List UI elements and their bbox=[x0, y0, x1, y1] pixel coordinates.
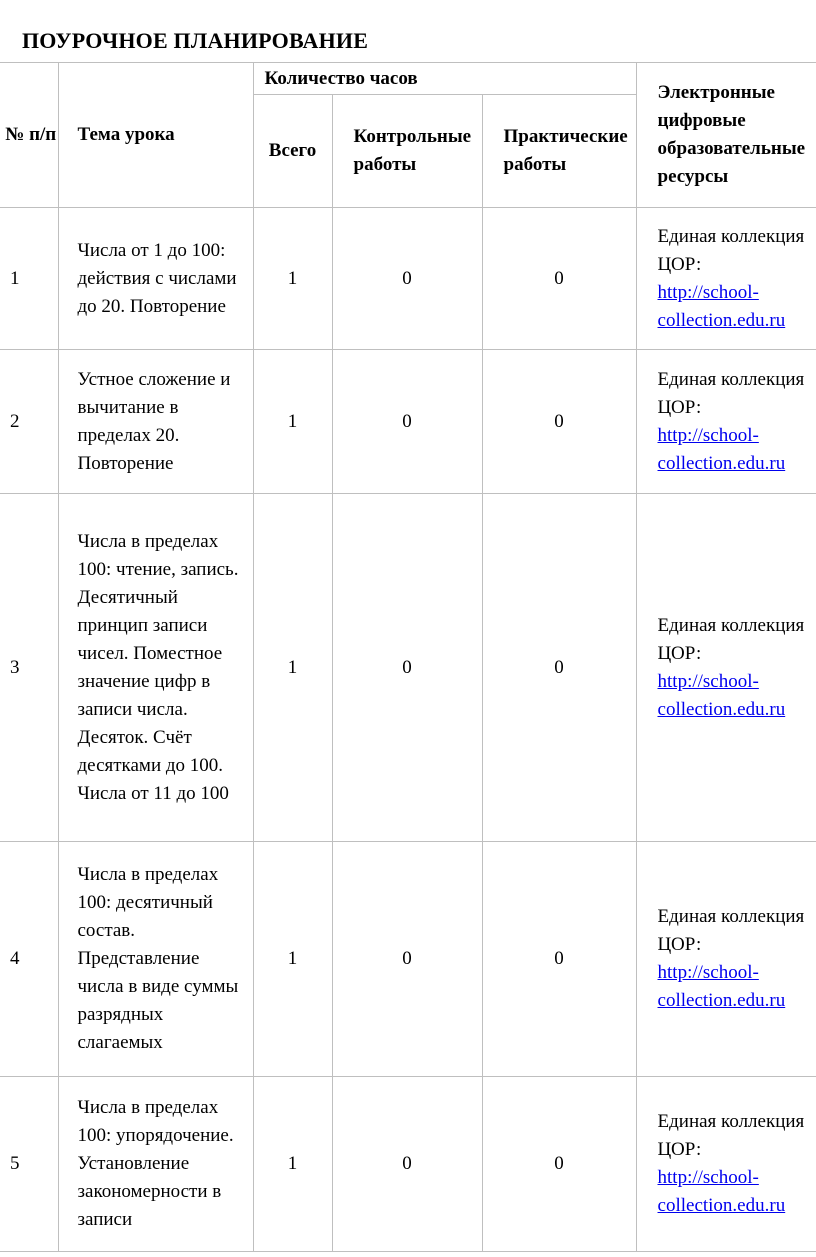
row-total: 1 bbox=[253, 350, 332, 494]
row-practical: 0 bbox=[482, 1077, 636, 1252]
row-total: 1 bbox=[253, 494, 332, 842]
row-total: 1 bbox=[253, 842, 332, 1077]
resource-link[interactable]: http://school-collection.edu.ru bbox=[657, 670, 786, 720]
row-control: 0 bbox=[332, 350, 482, 494]
resource-text: Единая коллекция ЦОР: bbox=[657, 614, 805, 664]
row-resource bbox=[636, 842, 816, 1077]
table-row bbox=[0, 494, 816, 842]
row-number: 4 bbox=[0, 842, 58, 1077]
row-practical: 0 bbox=[482, 350, 636, 494]
page-title: ПОУРОЧНОЕ ПЛАНИРОВАНИЕ bbox=[22, 28, 369, 53]
header-practical: Практические работы bbox=[482, 95, 636, 208]
resource-link[interactable]: http://school-collection.edu.ru bbox=[657, 424, 786, 474]
resource-text: Единая коллекция ЦОР: bbox=[657, 225, 805, 275]
row-control: 0 bbox=[332, 842, 482, 1077]
row-topic: Числа в пределах 100: упорядочение. Установление закономерности в записи bbox=[58, 1077, 253, 1252]
row-total: 1 bbox=[253, 1077, 332, 1252]
row-resource bbox=[636, 350, 816, 494]
resource-text: Единая коллекция ЦОР: bbox=[657, 1111, 805, 1160]
header-hours: Количество часов bbox=[253, 63, 636, 95]
header-row-top bbox=[0, 63, 816, 95]
row-control: 0 bbox=[332, 208, 482, 350]
row-total: 1 bbox=[253, 208, 332, 350]
row-topic: Числа в пределах 100: десятичный состав. Представление числа в виде суммы разрядных слагаемых bbox=[58, 842, 253, 1077]
resource-link[interactable]: http://school-collection.edu.ru bbox=[657, 1167, 786, 1216]
header-number: № п/п bbox=[0, 63, 58, 208]
row-number: 2 bbox=[0, 350, 58, 494]
header-total: Всего bbox=[253, 95, 332, 208]
table-row bbox=[0, 350, 816, 494]
row-topic: Устное сложение и вычитание в пределах 20. Повторение bbox=[58, 350, 253, 494]
header-control: Контрольные работы bbox=[332, 95, 482, 208]
resource-link[interactable]: http://school-collection.edu.ru bbox=[657, 281, 786, 331]
resource-text: Единая коллекция ЦОР: bbox=[657, 368, 805, 418]
header-resources: Электронные цифровые образовательные ресурсы bbox=[636, 63, 816, 208]
table-row bbox=[0, 208, 816, 350]
row-topic: Числа от 1 до 100: действия с числами до 20. Повторение bbox=[58, 208, 253, 350]
table-row bbox=[0, 1077, 816, 1252]
resource-text: Единая коллекция ЦОР: bbox=[657, 906, 805, 955]
row-practical: 0 bbox=[482, 494, 636, 842]
row-resource bbox=[636, 494, 816, 842]
table-row bbox=[0, 842, 816, 1077]
row-number: 1 bbox=[0, 208, 58, 350]
row-topic: Числа в пределах 100: чтение, запись. Десятичный принцип записи чисел. Поместное значение цифр в записи числа. Десяток. Счёт десятками до 100. Числа от 11 до 100 bbox=[58, 494, 253, 842]
row-practical: 0 bbox=[482, 208, 636, 350]
row-number: 3 bbox=[0, 494, 58, 842]
resource-link[interactable]: http://school-collection.edu.ru bbox=[657, 962, 786, 1011]
row-number: 5 bbox=[0, 1077, 58, 1252]
row-control: 0 bbox=[332, 1077, 482, 1252]
row-resource bbox=[636, 208, 816, 350]
row-resource bbox=[636, 1077, 816, 1252]
row-practical: 0 bbox=[482, 842, 636, 1077]
row-control: 0 bbox=[332, 494, 482, 842]
header-topic: Тема урока bbox=[58, 63, 253, 208]
lesson-plan-table bbox=[0, 62, 816, 1252]
